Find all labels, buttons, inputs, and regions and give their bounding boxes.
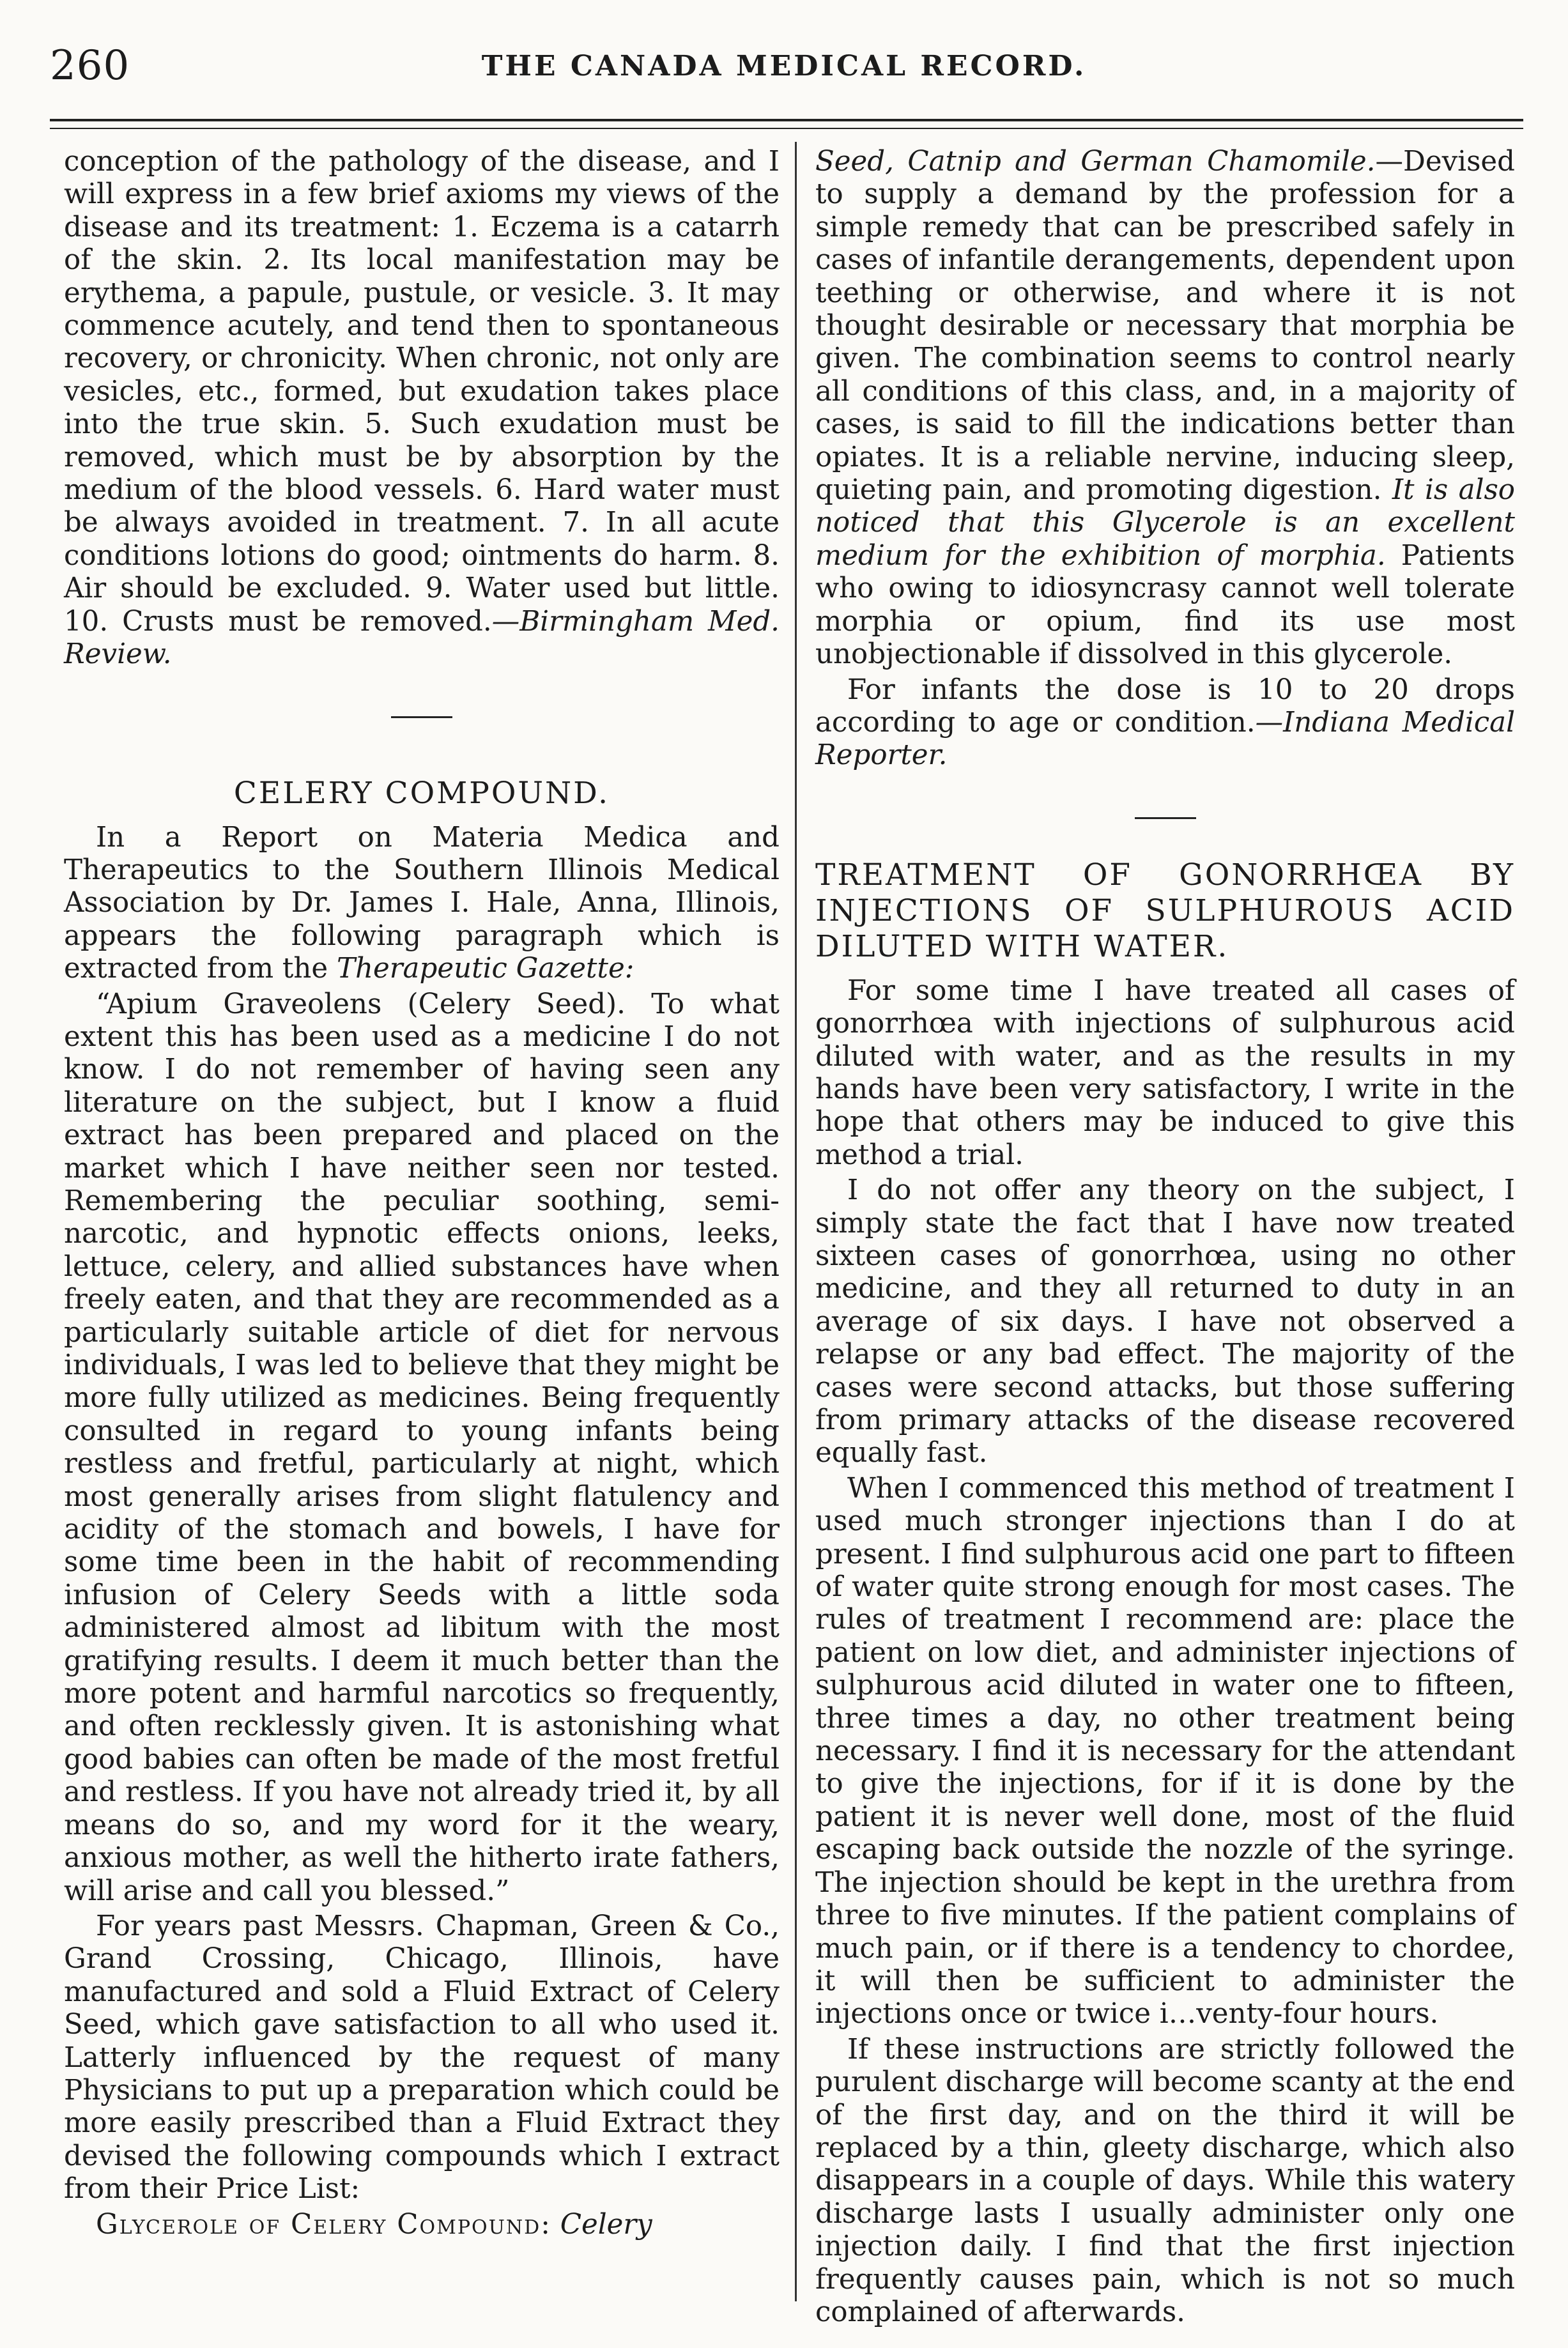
glycerole-continued: Seed, Catnip and German Chamomile.—Devised to supply a demand by the profession for a simple remedy that can be prescribed safely in cases of infantile derangements, dependent upon teething or otherwise, and where it is not thought desirable or necessary that morphia be given. The combination seems to control nearly all conditions of this class, and, in a majority of cases, is said to fill the indications better than opiates. It is a reliable nervine, inducing sleep, quieting pain, and promoting digestion. It is also noticed that this Glycerole is an excellent medium for the exhibition of morphia. Patients who owing to idiosyncrasy cannot well tolerate morphia or opium, find its use most unobjectionable if dissolved in this glycerole. xyxy=(815,146,1516,671)
chapman-paragraph: For years past Messrs. Chapman, Green & Co., Grand Crossing, Chicago, Illinois, have manufactured and sold a Fluid Extract of Celery Seed, which gave satisfaction to all who used it. Latterly influenced by the request of many Physicians to put up a preparation which could be more easily prescribed than a Fluid Extract they devised the following compounds which I extract from their Price List: xyxy=(64,1910,780,2206)
section-divider-right xyxy=(1135,817,1196,819)
right-column xyxy=(815,146,1515,2331)
celery-quote: “Apium Graveolens (Celery Seed). To what extent this has been used as a medicine I do not know. I do not remember of having seen any literature on the subject, but I know a fluid extract has been prepared and placed on the market which I have neither seen nor tested. Remembering the peculiar soothing, semi-narcotic, and hypnotic effects onions, leeks, lettuce, celery, and allied substances have when freely eaten, and that they are recommended as a particularly suitable article of diet for nervous individuals, I was led to believe that they might be more fully utilized as medicines. Being frequently consulted in regard to young infants being restless and fretful, particularly at night, which most generally arises from slight flatulency and acidity of the stomach and bowels, I have for some time been in the habit of recommending infusion of Celery Seeds with a little soda administered almost ad libitum with the most gratifying results. I deem it much better than the more potent and harmful narcotics so frequently, and often recklessly given. It is astonishing what good babies can often be made of the most fretful and restless. If you have not already tried it, by all means do so, and my word for it the weary, anxious mother, as well the hitherto irate fathers, will arise and call you blessed.” xyxy=(64,988,780,1907)
dose-paragraph: For infants the dose is 10 to 20 drops according to age or condition.—Indiana Medical Reporter. xyxy=(815,673,1515,772)
glycerole-start: Glycerole of Celery Compound: Celery xyxy=(96,2208,652,2241)
eczema-source: —Birmingham Med. Review. xyxy=(64,605,780,671)
left-column xyxy=(64,146,780,2244)
header-rule-thin xyxy=(50,128,1523,129)
gonorrhoea-para-1: For some time I have treated all cases of gonorrhœa with injections of sulphurous acid diluted with water, and as the results in my hands have been very satisfactory, I write in the hope that others may be induced to give this method a trial. xyxy=(815,974,1515,1171)
celery-heading: CELERY COMPOUND. xyxy=(233,775,610,811)
eczema-paragraph: conception of the pathology of the disease, and I will express in a few brief axioms my views of the disease and its treatment: 1. Eczema is a catarrh of the skin. 2. Its local manifestation may be erythema, a papule, pustule, or vesicle. 3. It may commence acutely, and tend then to spontaneous recovery, or chronicity. When chronic, not only are vesicles, etc., formed, but exudation takes place into the true skin. 5. Such exudation must be removed, which must be by absorption by the medium of the blood vessels. 6. Hard water must be always avoided in treatment. 7. In all acute conditions lotions do good; ointments do harm. 8. Air should be excluded. 9. Water used but little. 10. Crusts must be removed.—Birmingham Med. Review. xyxy=(64,146,780,671)
gonorrhoea-para-3: When I commenced this method of treatment I used much stronger injections than I do at present. I find sulphurous acid one part to fifteen of water quite strong enough for most cases. The rules of treatment I recommend are: place the patient on low diet, and administer injections of sulphurous acid diluted in water one to fifteen, three times a day, no other treatment being necessary. I find it is necessary for the attendant to give the injections, for if it is done by the patient it is never well done, most of the fluid escaping back outside the nozzle of the syringe. The injection should be kept in the urethra from three to five minutes. If the patient complains of much pain, or if there is a tendency to chordee, it will then be sufficient to administer the injections once or twice i…venty-four hours. xyxy=(815,1472,1515,2030)
gonorrhoea-para-4: If these instructions are strictly followed the purulent discharge will become scanty at the end of the first day, and on the third it will be replaced by a thin, gleety discharge, which also disappears in a couple of days. While this watery discharge lasts I usually administer only one injection daily. I find that the first injection frequently causes pain, which is not so much complained of afterwards. xyxy=(815,2033,1515,2328)
column-divider xyxy=(795,142,797,2301)
running-head: THE CANADA MEDICAL RECORD. xyxy=(481,50,1087,82)
header-rule xyxy=(50,119,1523,121)
celery-intro: In a Report on Materia Medica and Therapeutics to the Southern Illinois Medical Association by Dr. James I. Hale, Anna, Illinois, appears the following paragraph which is extracted from the Therapeutic Gazette: xyxy=(64,821,780,985)
gonorrhoea-heading: TREATMENT OF GONORRHŒA BY INJECTIONS OF SULPHUROUS ACID DILUTED WITH WATER. xyxy=(815,857,1515,964)
page-number: 260 xyxy=(50,42,130,89)
section-divider xyxy=(391,716,452,718)
gonorrhoea-para-2: I do not offer any theory on the subject, I simply state the fact that I have now treated sixteen cases of gonorrhœa, using no other medicine, and they all returned to duty in an average of six days. I have not observed a relapse or any bad effect. The majority of the cases were second attacks, but those suffering from primary attacks of the disease recovered equally fast. xyxy=(815,1174,1515,1469)
